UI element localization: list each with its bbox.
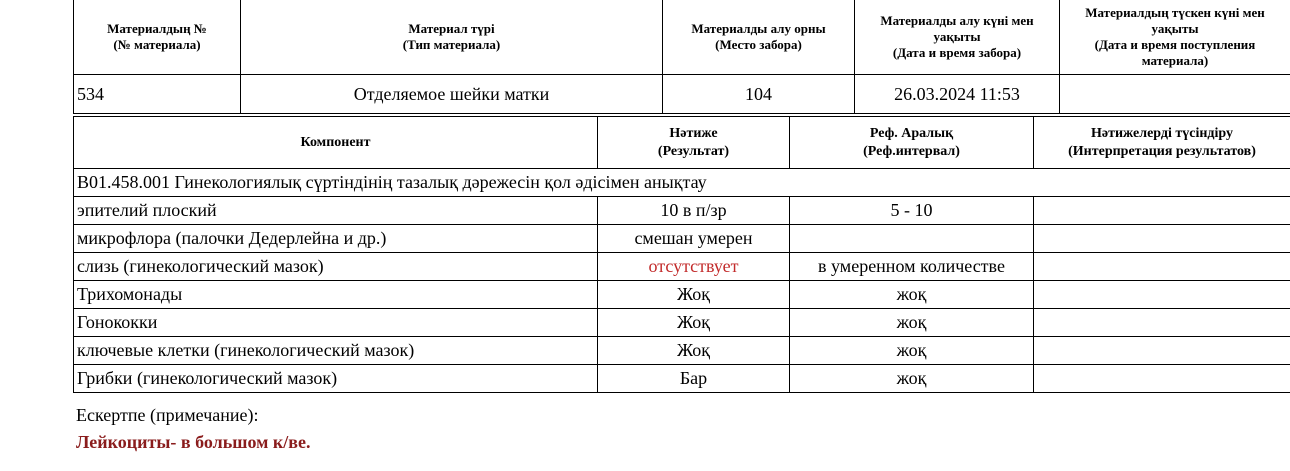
table-row <box>74 281 1290 309</box>
collection-place: 104 <box>663 75 855 114</box>
header-collection-place: Материалды алу орны (Место забора) <box>663 0 855 75</box>
interpretation-cell <box>1034 225 1290 253</box>
table-row <box>74 225 1290 253</box>
header-interpretation: Нәтижелерді түсіндіру (Интерпретация результатов) <box>1034 117 1290 169</box>
header-collection-datetime: Материалды алу күні мен уақыты (Дата и время забора) <box>855 0 1060 75</box>
material-row <box>74 75 1290 114</box>
result-cell: Жоқ <box>598 281 790 309</box>
ref-cell: в умеренном количестве <box>790 253 1034 281</box>
result-cell: 10 в п/зр <box>598 197 790 225</box>
results-table <box>73 116 1290 393</box>
component-cell: Грибки (гинекологический мазок) <box>74 365 598 393</box>
collection-datetime: 26.03.2024 11:53 <box>855 75 1060 114</box>
ref-cell: жоқ <box>790 337 1034 365</box>
ref-cell <box>790 225 1034 253</box>
table-row <box>74 365 1290 393</box>
interpretation-cell <box>1034 197 1290 225</box>
ref-cell: жоқ <box>790 281 1034 309</box>
section-title: B01.458.001 Гинекологиялық сүртіндінің тазалық дәрежесін қол әдісімен анықтау <box>74 169 1290 197</box>
header-material-number: Материалдың № (№ материала) <box>74 0 241 75</box>
component-cell: эпителий плоский <box>74 197 598 225</box>
table-row <box>74 309 1290 337</box>
result-cell: Жоқ <box>598 337 790 365</box>
header-result: Нәтиже (Результат) <box>598 117 790 169</box>
results-header-row <box>74 117 1290 169</box>
note-text: Лейкоциты- в большом к/ве. <box>76 432 311 452</box>
ref-cell: 5 - 10 <box>790 197 1034 225</box>
header-component: Компонент <box>74 117 598 169</box>
component-cell: микрофлора (палочки Дедерлейна и др.) <box>74 225 598 253</box>
component-cell: слизь (гинекологический мазок) <box>74 253 598 281</box>
result-cell-abnormal: отсутствует <box>598 253 790 281</box>
section-row <box>74 169 1290 197</box>
header-received-datetime: Материалдың түскен күні мен уақыты (Дата и время поступления материала) <box>1060 0 1290 75</box>
header-ref-interval: Реф. Аралық (Реф.интервал) <box>790 117 1034 169</box>
ref-cell: жоқ <box>790 365 1034 393</box>
interpretation-cell <box>1034 281 1290 309</box>
table-row <box>74 197 1290 225</box>
material-number: 534 <box>74 75 241 114</box>
material-header-row <box>74 0 1290 75</box>
interpretation-cell <box>1034 309 1290 337</box>
material-type: Отделяемое шейки матки <box>241 75 663 114</box>
component-cell: Трихомонады <box>74 281 598 309</box>
header-material-type: Материал түрі (Тип материала) <box>241 0 663 75</box>
material-table <box>73 0 1290 114</box>
component-cell: ключевые клетки (гинекологический мазок) <box>74 337 598 365</box>
result-cell: смешан умерен <box>598 225 790 253</box>
interpretation-cell <box>1034 253 1290 281</box>
note-label: Ескертпе (примечание): <box>76 405 259 425</box>
interpretation-cell <box>1034 365 1290 393</box>
table-row <box>74 337 1290 365</box>
ref-cell: жоқ <box>790 309 1034 337</box>
table-row <box>74 253 1290 281</box>
interpretation-cell <box>1034 337 1290 365</box>
component-cell: Гонококки <box>74 309 598 337</box>
result-cell: Жоқ <box>598 309 790 337</box>
result-cell: Бар <box>598 365 790 393</box>
received-datetime <box>1060 75 1290 114</box>
